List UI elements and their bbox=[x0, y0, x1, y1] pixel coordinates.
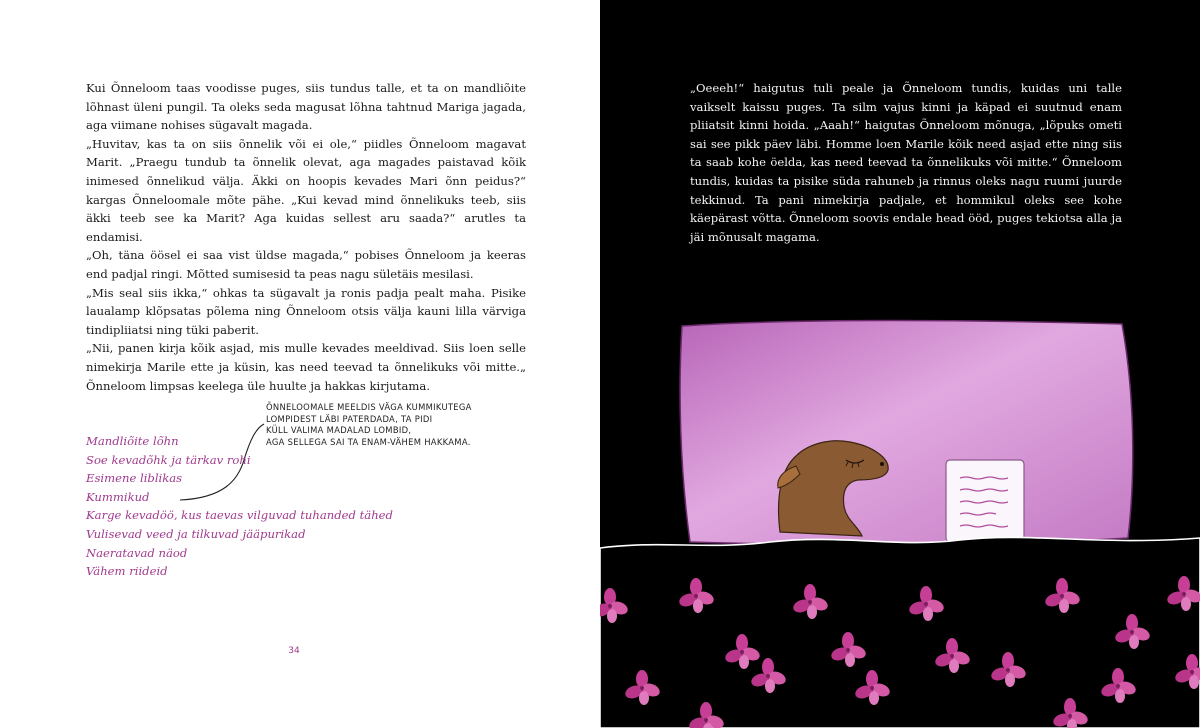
list-item: Vulisevad veed ja tilkuvad jääpurikad bbox=[86, 526, 306, 541]
note-line: KÜLL VALIMA MADALAD LOMBID, bbox=[266, 425, 412, 436]
list-item: Esimene liblikas bbox=[86, 471, 183, 486]
note-line: ÕNNELOOMALE MEELDIS VÄGA KUMMIKUTEGA bbox=[266, 402, 472, 412]
story-text-left bbox=[86, 79, 526, 395]
blanket-edge bbox=[600, 537, 1200, 728]
list-item: Kummikud bbox=[86, 489, 150, 504]
paragraph: „Huvitav, kas ta on siis õnnelik või ei ole,“ piidles Õnneloom magavat Marit. „Praegu tundub ta õnnelik olevat, aga magades paistavad kõik inimesed õnnelikud välja. Äkki on hoopis kevades Mari õnn peidus?“ kargas Õnneloomale mõte pähe. „Kui kevad mind õnnelikuks teeb, siis äkki teeb see ka Marit? Aga kuidas sellest aru saada?“ arutles ta endamisi. bbox=[86, 136, 526, 244]
list-item: Soe kevadõhk ja tärkav rohi bbox=[86, 452, 251, 467]
paragraph: „Nii, panen kirja kõik asjad, mis mulle kevades meeldivad. Siis loen selle nimekirja Marile ette ja küsin, kas need teevad ta õnnelikuks või mitte.„ Õnneloom limpsas keelega üle huulte ja hakkas kirjutama. bbox=[86, 341, 526, 393]
pillow bbox=[680, 321, 1133, 545]
list-item: Karge kevadöö, kus taevas vilguvad tuhanded tähed bbox=[86, 508, 393, 523]
list-item: Vähem riideid bbox=[86, 564, 168, 579]
paragraph: Kui Õnneloom taas voodisse puges, siis tundus talle, et ta on mandliõite lõhnast üleni pungil. Ta oleks seda magusat lõhna tahtnud Mariga jagada, aga viimane nohises sügavalt magada. bbox=[86, 81, 526, 133]
story-text-right bbox=[690, 79, 1122, 246]
note-line: AGA SELLEGA SAI TA ENAM-VÄHEM HAKKAMA. bbox=[266, 436, 471, 447]
sleeping-creature-illustration bbox=[600, 310, 1200, 728]
list-paper bbox=[946, 460, 1024, 542]
right-page bbox=[600, 0, 1200, 728]
page-number: 34 bbox=[288, 646, 300, 656]
paragraph: „Oeeeh!“ haigutus tuli peale ja Õnneloom tundis, kuidas uni talle vaikselt kaissu puges. Ta silm vajus kinni ja käpad ei suutnud enam pliiatsit kinni hoida. „Aaah!“ haigutas Õnneloom mõnuga, „lõpuks ometi sai see pikk päev läbi. Homme loen Marile kõik need asjad ette ning siis ta saab kohe öelda, kas need teevad ta õnnelikuks või mitte.“ Õnneloom tundis, kuidas ta pisike süda rahuneb ja rinnus oleks nagu ruumi juurde tekkinud. Ta pani nimekirja padjale, et hommikul oleks see kohe käepärast võtta. Õnneloom soovis endale head ööd, puges tekiotsa alla ja jäi mõnusalt magama. bbox=[690, 81, 1122, 244]
paragraph: „Oh, täna öösel ei saa vist üldse magada,“ pobises Õnneloom ja keeras end padjal ringi. Mõtted sumisesid ta peas nagu sületäis mesilasi. bbox=[86, 248, 526, 281]
list-item: Naeratavad näod bbox=[86, 545, 188, 560]
note-line: LOMPIDEST LÄBI PATERDADA, TA PIDI bbox=[266, 413, 433, 424]
paragraph: „Mis seal siis ikka,“ ohkas ta sügavalt ja ronis padja pealt maha. Pisike laualamp klõpsatas põlema ning Õnneloom otsis välja kauni lilla värviga tindipliiatsi ning tüki paberit. bbox=[86, 285, 526, 337]
spring-list bbox=[86, 432, 393, 581]
list-item: Mandliõite lõhn bbox=[86, 434, 179, 448]
